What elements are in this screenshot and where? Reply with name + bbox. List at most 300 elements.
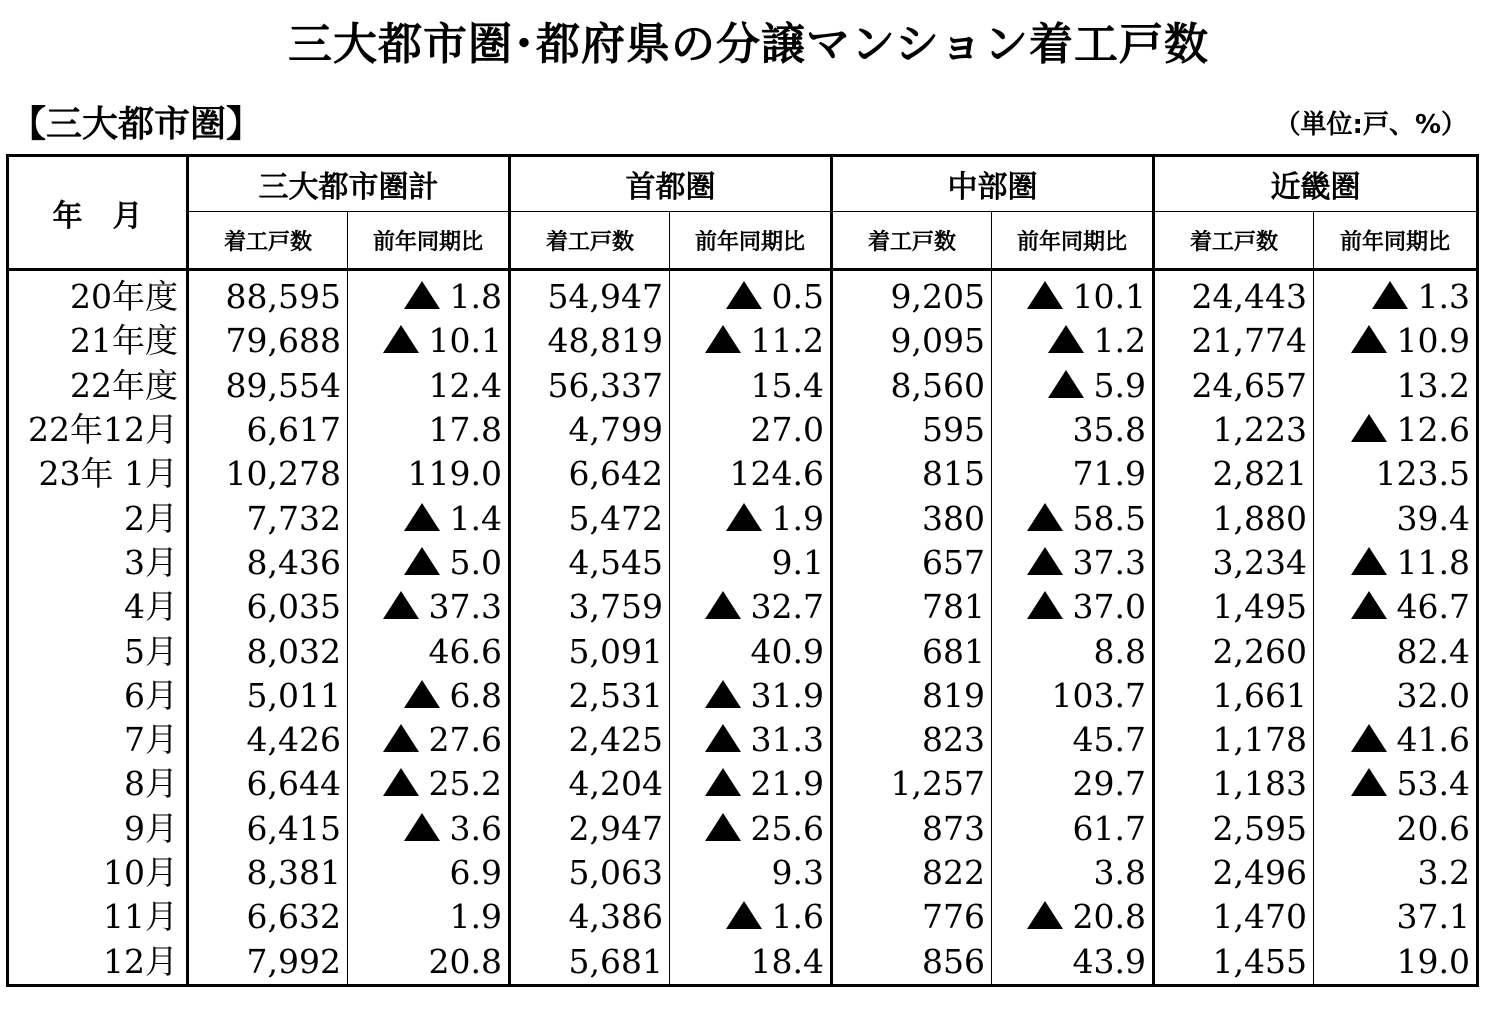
table-row [8, 319, 1478, 363]
yoy-cell [348, 319, 510, 363]
starts-cell [510, 496, 670, 540]
cell-value: 48,819 [547, 321, 663, 361]
table-row [8, 364, 1478, 408]
starts-cell [510, 718, 670, 762]
starts-cell [510, 895, 670, 939]
cell-value: 776 [922, 897, 985, 937]
cell-value: 4,799 [568, 410, 663, 450]
cell-value: 8,560 [890, 365, 985, 405]
yoy-cell [1314, 629, 1478, 673]
starts-cell [832, 452, 992, 496]
yoy-cell [670, 807, 832, 851]
cell-value: 89,554 [225, 365, 341, 405]
starts-cell [188, 762, 348, 806]
table-row [8, 270, 1478, 320]
cell-value: 4,426 [246, 720, 341, 760]
yoy-cell [992, 895, 1154, 939]
row-label [8, 319, 188, 363]
yoy-cell [992, 629, 1154, 673]
starts-cell [1154, 762, 1314, 806]
cell-value: 12.4 [428, 365, 502, 405]
yoy-cell [1314, 718, 1478, 762]
yoy-cell [670, 762, 832, 806]
negative-triangle-icon [1351, 591, 1387, 619]
cell-value: 11.2 [750, 321, 824, 361]
yoy-cell [1314, 408, 1478, 452]
row-label [8, 807, 188, 851]
yoy-cell [992, 541, 1154, 585]
cell-value: 35.8 [1072, 410, 1146, 450]
row-label [8, 541, 188, 585]
cell-value: 1,257 [890, 764, 985, 804]
cell-value: 5,011 [246, 675, 341, 715]
subheader-yoy: 前年同期比 [348, 212, 510, 270]
negative-triangle-icon [1048, 325, 1084, 353]
cell-value: 5,091 [568, 631, 663, 671]
yoy-cell [992, 496, 1154, 540]
cell-value: 1.9 [449, 897, 502, 937]
table-row [8, 541, 1478, 585]
yoy-cell [348, 364, 510, 408]
cell-value: 18.4 [750, 941, 824, 981]
starts-cell [510, 585, 670, 629]
row-label-text: 10月 [103, 853, 178, 892]
cell-value: 10.1 [428, 321, 502, 361]
subheader-yoy: 前年同期比 [670, 212, 832, 270]
starts-cell [510, 939, 670, 985]
row-label-text: 23年 1月 [38, 454, 178, 494]
starts-cell [510, 629, 670, 673]
cell-value: 1.9 [771, 498, 824, 538]
starts-cell [188, 452, 348, 496]
yoy-cell [1314, 496, 1478, 540]
negative-triangle-icon [1027, 901, 1063, 929]
cell-value: 21,774 [1191, 321, 1307, 361]
subheader-starts: 着工戸数 [1154, 212, 1314, 270]
cell-value: 40.9 [750, 631, 824, 671]
cell-value: 32.7 [750, 587, 824, 627]
yoy-cell [670, 319, 832, 363]
cell-value: 24,657 [1191, 365, 1307, 405]
cell-value: 21.9 [750, 764, 824, 804]
yoy-cell [348, 762, 510, 806]
row-label [8, 585, 188, 629]
table-row [8, 718, 1478, 762]
yoy-cell [1314, 319, 1478, 363]
starts-cell [832, 319, 992, 363]
negative-triangle-icon [1027, 591, 1063, 619]
starts-cell [188, 895, 348, 939]
cell-value: 45.7 [1072, 720, 1146, 760]
row-label [8, 718, 188, 762]
starts-cell [832, 895, 992, 939]
yoy-cell [992, 718, 1154, 762]
starts-cell [188, 939, 348, 985]
starts-cell [188, 496, 348, 540]
table-row [8, 585, 1478, 629]
cell-value: 6,632 [246, 897, 341, 937]
cell-value: 1.8 [449, 277, 502, 317]
cell-value: 1,661 [1212, 675, 1307, 715]
row-label [8, 408, 188, 452]
starts-cell [1154, 364, 1314, 408]
negative-triangle-icon [1027, 547, 1063, 575]
row-label [8, 851, 188, 895]
yoy-cell [348, 807, 510, 851]
table-row [8, 629, 1478, 673]
cell-value: 1,178 [1212, 720, 1307, 760]
yoy-cell [348, 496, 510, 540]
yoy-cell [992, 851, 1154, 895]
cell-value: 2,821 [1212, 454, 1307, 494]
cell-value: 25.2 [428, 764, 502, 804]
cell-value: 1.6 [771, 897, 824, 937]
starts-cell [188, 270, 348, 320]
row-label-text: 9月 [124, 808, 178, 848]
negative-triangle-icon [1048, 370, 1084, 398]
starts-cell [1154, 851, 1314, 895]
cell-value: 819 [922, 675, 985, 715]
cell-value: 2,531 [568, 675, 663, 715]
cell-value: 24,443 [1191, 277, 1307, 317]
subheader-starts: 着工戸数 [510, 212, 670, 270]
negative-triangle-icon [705, 325, 741, 353]
starts-cell [510, 851, 670, 895]
cell-value: 32.0 [1396, 675, 1470, 715]
cell-value: 5,063 [568, 853, 663, 892]
cell-value: 25.6 [750, 808, 824, 848]
starts-cell [832, 364, 992, 408]
cell-value: 79,688 [225, 321, 341, 361]
yoy-cell [348, 270, 510, 320]
cell-value: 56,337 [547, 365, 663, 405]
cell-value: 27.6 [428, 720, 502, 760]
row-label [8, 674, 188, 718]
starts-cell [1154, 496, 1314, 540]
cell-value: 9,095 [890, 321, 985, 361]
cell-value: 88,595 [225, 277, 341, 317]
starts-cell [832, 585, 992, 629]
cell-value: 37.0 [1072, 587, 1146, 627]
cell-value: 856 [922, 941, 985, 981]
cell-value: 9,205 [890, 277, 985, 317]
yoy-cell [992, 939, 1154, 985]
cell-value: 1,183 [1212, 764, 1307, 804]
starts-cell [1154, 939, 1314, 985]
starts-cell [832, 270, 992, 320]
cell-value: 46.7 [1396, 587, 1470, 627]
yoy-cell [1314, 270, 1478, 320]
row-label [8, 496, 188, 540]
yoy-cell [1314, 674, 1478, 718]
cell-value: 13.2 [1396, 365, 1470, 405]
yoy-cell [348, 718, 510, 762]
cell-value: 4,204 [568, 764, 663, 804]
negative-triangle-icon [1372, 281, 1408, 309]
starts-cell [832, 541, 992, 585]
cell-value: 58.5 [1072, 498, 1146, 538]
yoy-cell [670, 629, 832, 673]
cell-value: 123.5 [1375, 454, 1470, 494]
starts-cell [510, 762, 670, 806]
cell-value: 10,278 [225, 454, 341, 494]
negative-triangle-icon [705, 813, 741, 841]
cell-value: 7,992 [246, 941, 341, 981]
table-row [8, 807, 1478, 851]
yoy-cell [670, 895, 832, 939]
starts-cell [510, 452, 670, 496]
cell-value: 103.7 [1051, 675, 1146, 715]
cell-value: 124.6 [729, 454, 824, 494]
cell-value: 15.4 [750, 365, 824, 405]
starts-cell [832, 762, 992, 806]
cell-value: 6,617 [246, 410, 341, 450]
row-label-text: 22年12月 [28, 410, 178, 450]
cell-value: 119.0 [407, 454, 502, 494]
yoy-cell [1314, 541, 1478, 585]
cell-value: 5.0 [449, 542, 502, 582]
yoy-cell [348, 629, 510, 673]
cell-value: 6,415 [246, 808, 341, 848]
cell-value: 657 [922, 542, 985, 582]
starts-cell [1154, 895, 1314, 939]
yoy-cell [348, 541, 510, 585]
table-row [8, 496, 1478, 540]
starts-cell [510, 319, 670, 363]
row-label-text: 22年度 [70, 365, 178, 405]
table-row [8, 762, 1478, 806]
yoy-cell [670, 364, 832, 408]
cell-value: 3.2 [1417, 853, 1470, 892]
starts-cell [832, 807, 992, 851]
row-label-text: 7月 [124, 720, 178, 760]
cell-value: 7,732 [246, 498, 341, 538]
year-month-header: 年 月 [8, 156, 188, 270]
cell-value: 71.9 [1072, 454, 1146, 494]
cell-value: 1.2 [1093, 321, 1146, 361]
yoy-cell [348, 408, 510, 452]
cell-value: 9.3 [771, 853, 824, 892]
starts-cell [188, 807, 348, 851]
data-table [6, 154, 1479, 987]
cell-value: 3.6 [449, 808, 502, 848]
negative-triangle-icon [705, 680, 741, 708]
yoy-cell [1314, 452, 1478, 496]
cell-value: 2,425 [568, 720, 663, 760]
cell-value: 4,386 [568, 897, 663, 937]
subheader-starts: 着工戸数 [832, 212, 992, 270]
yoy-cell [670, 585, 832, 629]
yoy-cell [348, 851, 510, 895]
cell-value: 46.6 [428, 631, 502, 671]
cell-value: 8,436 [246, 542, 341, 582]
table-row [8, 408, 1478, 452]
yoy-cell [348, 895, 510, 939]
starts-cell [510, 674, 670, 718]
subheader-yoy: 前年同期比 [992, 212, 1154, 270]
negative-triangle-icon [1351, 724, 1387, 752]
cell-value: 1,495 [1212, 587, 1307, 627]
yoy-cell [348, 452, 510, 496]
yoy-cell [1314, 807, 1478, 851]
cell-value: 6,035 [246, 587, 341, 627]
row-label [8, 939, 188, 985]
group-header-total: 三大都市圏計 [188, 156, 510, 212]
cell-value: 4,545 [568, 542, 663, 582]
starts-cell [188, 364, 348, 408]
starts-cell [832, 718, 992, 762]
cell-value: 6.8 [449, 675, 502, 715]
negative-triangle-icon [1027, 281, 1063, 309]
subheader-starts: 着工戸数 [188, 212, 348, 270]
row-label-text: 3月 [124, 542, 178, 582]
yoy-cell [670, 718, 832, 762]
cell-value: 2,947 [568, 808, 663, 848]
negative-triangle-icon [404, 503, 440, 531]
row-label-text: 20年度 [70, 277, 178, 317]
starts-cell [188, 541, 348, 585]
cell-value: 37.3 [1072, 542, 1146, 582]
negative-triangle-icon [383, 768, 419, 796]
cell-value: 1,470 [1212, 897, 1307, 937]
cell-value: 5,681 [568, 941, 663, 981]
group-header-shutoken: 首都圏 [510, 156, 832, 212]
cell-value: 380 [922, 498, 985, 538]
row-label-text: 21年度 [70, 321, 178, 361]
cell-value: 823 [922, 720, 985, 760]
group-header-kinki: 近畿圏 [1154, 156, 1478, 212]
cell-value: 37.3 [428, 587, 502, 627]
table-row [8, 895, 1478, 939]
negative-triangle-icon [705, 724, 741, 752]
cell-value: 82.4 [1396, 631, 1470, 671]
starts-cell [188, 408, 348, 452]
cell-value: 781 [922, 587, 985, 627]
yoy-cell [670, 496, 832, 540]
yoy-cell [992, 408, 1154, 452]
yoy-cell [348, 585, 510, 629]
cell-value: 31.3 [750, 720, 824, 760]
cell-value: 6.9 [449, 853, 502, 892]
yoy-cell [348, 674, 510, 718]
cell-value: 2,496 [1212, 853, 1307, 892]
table-row [8, 452, 1478, 496]
cell-value: 2,595 [1212, 808, 1307, 848]
table-row [8, 851, 1478, 895]
starts-cell [832, 939, 992, 985]
row-label-text: 5月 [124, 631, 178, 671]
yoy-cell [1314, 851, 1478, 895]
negative-triangle-icon [726, 281, 762, 309]
cell-value: 8.8 [1093, 631, 1146, 671]
yoy-cell [992, 762, 1154, 806]
starts-cell [510, 364, 670, 408]
cell-value: 873 [922, 808, 985, 848]
negative-triangle-icon [1351, 768, 1387, 796]
cell-value: 39.4 [1396, 498, 1470, 538]
row-label-text: 8月 [124, 764, 178, 804]
yoy-cell [670, 674, 832, 718]
starts-cell [1154, 585, 1314, 629]
starts-cell [1154, 541, 1314, 585]
starts-cell [1154, 718, 1314, 762]
cell-value: 3.8 [1093, 853, 1146, 892]
cell-value: 595 [922, 410, 985, 450]
cell-value: 1,880 [1212, 498, 1307, 538]
row-label-text: 6月 [124, 675, 178, 715]
cell-value: 20.6 [1396, 808, 1470, 848]
negative-triangle-icon [404, 813, 440, 841]
starts-cell [1154, 270, 1314, 320]
page-title: 三大都市圏･都府県の分譲マンション着工戸数 [287, 19, 1210, 70]
cell-value: 10.1 [1072, 277, 1146, 317]
starts-cell [510, 408, 670, 452]
yoy-cell [670, 408, 832, 452]
starts-cell [832, 851, 992, 895]
cell-value: 31.9 [750, 675, 824, 715]
cell-value: 27.0 [750, 410, 824, 450]
row-label-text: 2月 [124, 498, 178, 538]
yoy-cell [992, 364, 1154, 408]
negative-triangle-icon [404, 281, 440, 309]
negative-triangle-icon [383, 724, 419, 752]
section-label: 【三大都市圏】 [10, 104, 263, 145]
cell-value: 10.9 [1396, 321, 1470, 361]
cell-value: 20.8 [1072, 897, 1146, 937]
cell-value: 1,223 [1212, 410, 1307, 450]
starts-cell [832, 629, 992, 673]
negative-triangle-icon [404, 547, 440, 575]
row-label [8, 270, 188, 320]
starts-cell [1154, 674, 1314, 718]
cell-value: 8,381 [246, 853, 341, 892]
cell-value: 8,032 [246, 631, 341, 671]
cell-value: 2,260 [1212, 631, 1307, 671]
cell-value: 41.6 [1396, 720, 1470, 760]
row-label [8, 364, 188, 408]
negative-triangle-icon [705, 768, 741, 796]
starts-cell [1154, 807, 1314, 851]
yoy-cell [670, 851, 832, 895]
negative-triangle-icon [1351, 547, 1387, 575]
cell-value: 822 [922, 853, 985, 892]
yoy-cell [992, 674, 1154, 718]
table-row [8, 939, 1478, 985]
yoy-cell [992, 807, 1154, 851]
starts-cell [1154, 452, 1314, 496]
cell-value: 37.1 [1396, 897, 1470, 937]
starts-cell [188, 319, 348, 363]
cell-value: 0.5 [771, 277, 824, 317]
yoy-cell [670, 939, 832, 985]
starts-cell [1154, 629, 1314, 673]
negative-triangle-icon [1027, 503, 1063, 531]
cell-value: 9.1 [771, 542, 824, 582]
cell-value: 54,947 [547, 277, 663, 317]
starts-cell [510, 270, 670, 320]
cell-value: 20.8 [428, 941, 502, 981]
negative-triangle-icon [383, 325, 419, 353]
starts-cell [832, 496, 992, 540]
cell-value: 43.9 [1072, 941, 1146, 981]
cell-value: 1.4 [449, 498, 502, 538]
row-label-text: 12月 [103, 941, 178, 981]
yoy-cell [992, 452, 1154, 496]
cell-value: 1.3 [1417, 277, 1470, 317]
cell-value: 6,642 [568, 454, 663, 494]
cell-value: 12.6 [1396, 410, 1470, 450]
negative-triangle-icon [1351, 414, 1387, 442]
